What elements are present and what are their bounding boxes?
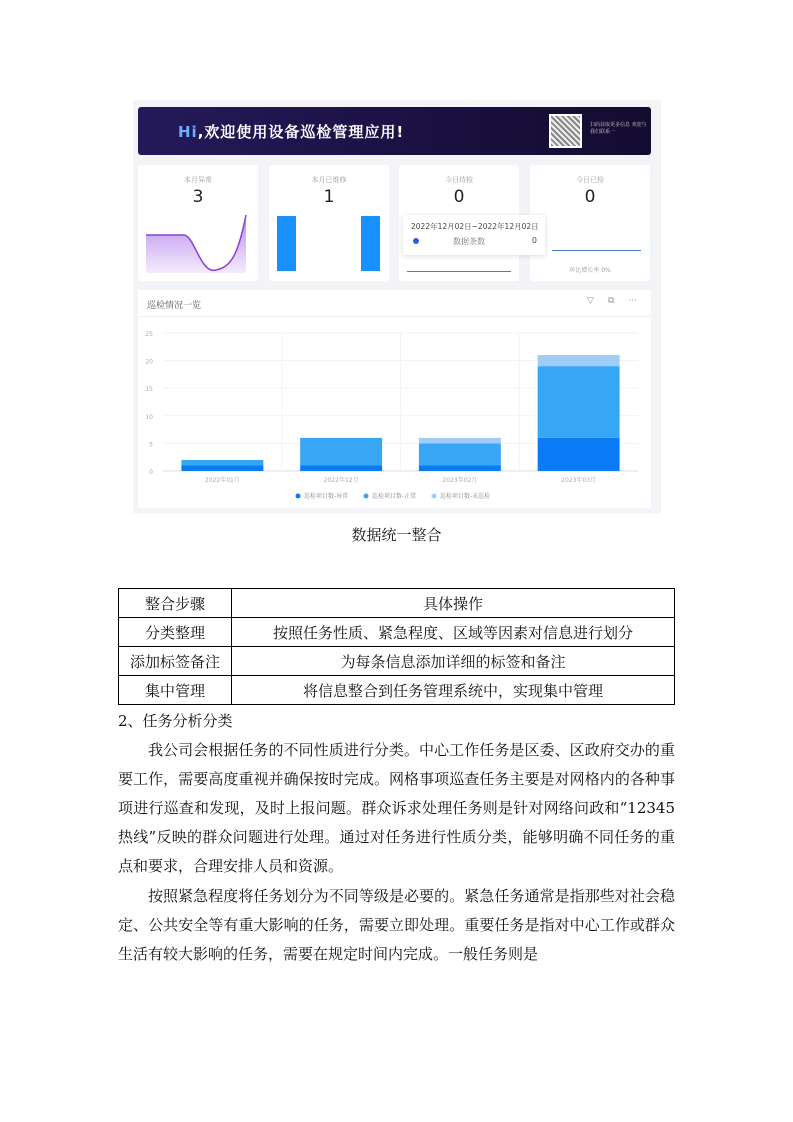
y-tick-label: 10 [145,413,153,421]
body-text [118,736,675,970]
y-tick-label: 5 [149,441,153,449]
paragraph: 按照紧急程度将任务划分为不同等级是必要的。紧急任务通常是指那些对社会稳定、公共安全等有重大影响的任务，需要立即处理。重要任务是指对中心工作或群众生活有较大影响的任务，需要在规定时间内完成。一般任务则是 [118,887,675,963]
legend-label: 巡检项目数-未巡检 [440,493,491,500]
card-value: 1 [323,187,335,207]
sparkline [552,250,641,251]
bar-segment [538,438,620,471]
paragraph: 我公司会根据任务的不同性质进行分类。中心工作任务是区委、区政府交办的重要工作，需要高度重视并确保按时完成。网格事项巡查任务主要是对网格内的各种事项进行巡查和发现，及时上报问题。群众诉求处理任务则是针对网络问政和“12345热线”反映的群众问题进行处理。通过对任务进行性质分类，能够明确不同任务的重点和要求，合理安排人员和资源。 [118,741,675,875]
integration-table [118,588,675,705]
x-tick-label: 2023年03月 [561,477,597,484]
card-title: 今日待检 [445,176,473,184]
sparkline [407,271,511,272]
legend-dot [432,494,437,499]
welcome-banner [138,107,651,155]
table-row [119,647,675,676]
x-tick-label: 2022年12月 [323,477,359,484]
panel-title: 巡检情况一览 [147,301,202,311]
table-cell: 集中管理 [119,676,232,705]
dot-icon [413,238,419,244]
table-cell: 添加标签备注 [119,647,232,676]
banner-greeting: Hi,欢迎使用设备巡检管理应用! [178,123,405,141]
bar-segment [181,460,263,466]
card-title: 本月已维修 [311,176,347,184]
legend-label: 巡检项目数-正常 [372,493,417,500]
inspection-overview-panel [138,290,651,508]
tooltip-range: 2022年12月02日~2022年12月02日 [411,222,539,231]
table-cell: 将信息整合到任务管理系统中，实现集中管理 [232,676,675,705]
card-value: 0 [584,187,596,207]
dashboard-screenshot [133,100,661,513]
x-tick-label: 2023年02月 [442,477,478,484]
growth-rate: 环比增长率 0% [569,267,611,274]
y-tick-label: 20 [145,358,153,366]
card-today-checked [530,165,650,281]
mini-bar [361,216,380,271]
y-tick-label: 25 [145,331,153,338]
mini-bar [277,216,296,271]
table-row [119,676,675,705]
legend-dot [296,494,301,499]
table-cell: 分类整理 [119,618,232,647]
chart-tooltip [403,215,545,255]
tooltip-label: 数据条数 [453,237,485,246]
section-heading: 2、任务分析分类 [118,712,233,730]
bar-segment [419,438,501,444]
table-cell: 为每条信息添加详细的标签和备注 [232,647,675,676]
figure-caption: 数据统一整合 [351,526,442,544]
more-icon[interactable]: ··· [628,296,637,306]
table-header-row [119,589,675,618]
area-sparkline [146,215,248,273]
card-month-repaired [269,165,389,281]
filter-icon[interactable]: ▽ [587,296,594,306]
y-tick-label: 15 [145,386,153,394]
x-tick-label: 2022年01月 [204,477,240,484]
card-value: 0 [453,187,465,207]
bar-segment [419,443,501,465]
card-value: 3 [192,187,204,207]
qr-code-icon [549,114,582,148]
bar-segment [300,465,382,471]
card-title: 今日已检 [576,176,604,184]
legend-dot [364,494,369,499]
bar-segment [300,438,382,466]
y-tick-label: 0 [149,469,153,476]
bar-segment [181,465,263,471]
table-cell: 按照任务性质、紧急程度、区域等因素对信息进行划分 [232,618,675,647]
bar-segment [538,366,620,438]
expand-icon[interactable]: ⧉ [607,296,615,306]
stacked-bar-chart [138,290,651,508]
table-row [119,618,675,647]
qr-text: 扫码获取更多信息 欢迎与我们联系一 [590,122,647,135]
header-cell: 整合步骤 [119,589,232,618]
card-title: 本月异常 [184,176,212,184]
bar-segment [538,355,620,366]
card-month-abnormal [138,165,258,281]
bar-segment [419,465,501,471]
tooltip-value: 0 [531,236,537,245]
header-cell: 具体操作 [232,589,675,618]
legend-label: 巡检项目数-异常 [304,493,349,500]
